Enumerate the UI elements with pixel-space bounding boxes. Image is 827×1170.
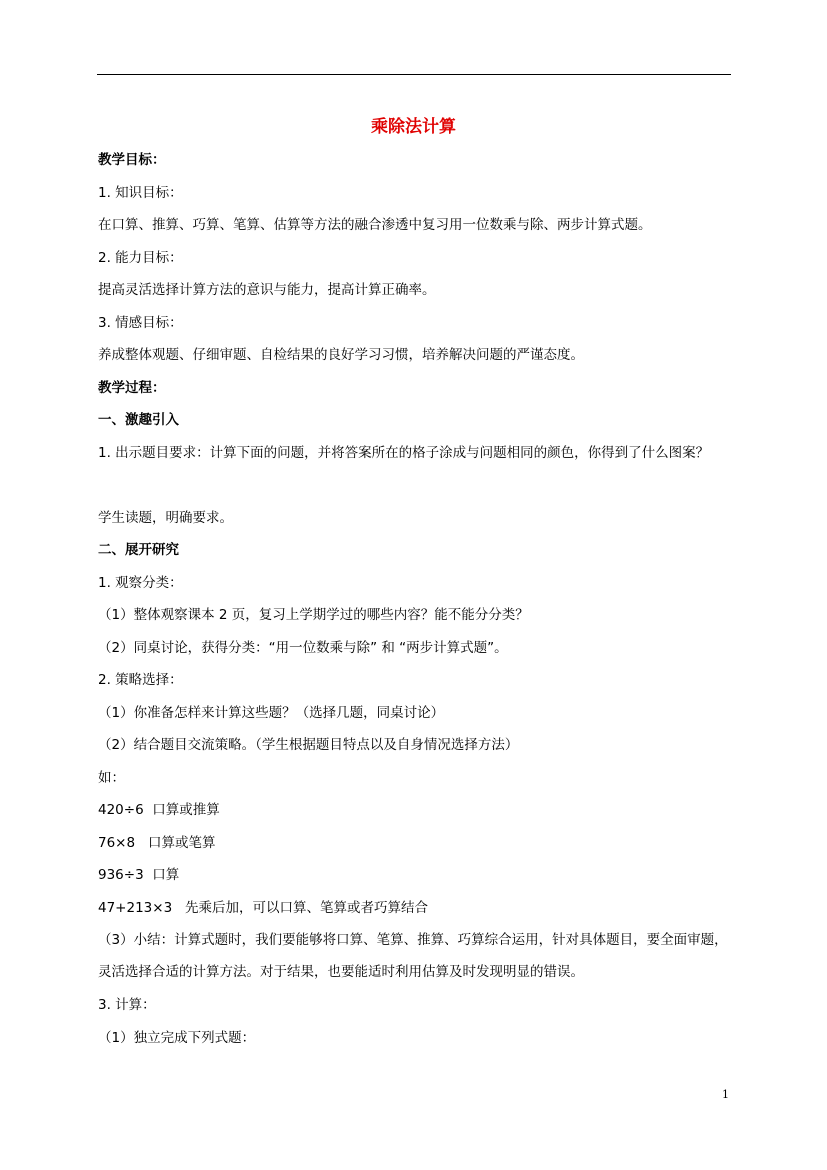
paragraph: 1. 知识目标：	[98, 185, 183, 201]
section-heading: 一、激趣引入	[98, 412, 179, 428]
paragraph: （1）你准备怎样来计算这些题？（选择几题，同桌讨论）	[98, 705, 445, 721]
paragraph: 2. 能力目标：	[98, 250, 183, 266]
heading-teaching-goals: 教学目标：	[98, 152, 166, 168]
paragraph: 3. 情感目标：	[98, 315, 183, 331]
paragraph: （2）结合题目交流策略。（学生根据题目特点以及自身情况选择方法）	[98, 737, 519, 753]
page-title: 乘除法计算	[371, 117, 456, 137]
page-number: 1	[722, 1088, 729, 1101]
paragraph: 如：	[98, 770, 125, 786]
header-rule	[97, 74, 731, 75]
heading-teaching-process: 教学过程：	[98, 380, 166, 396]
paragraph: 提高灵活选择计算方法的意识与能力，提高计算正确率。	[98, 282, 436, 298]
paragraph: 学生读题，明确要求。	[98, 510, 233, 526]
example-line: 76×8 口算或笔算	[98, 835, 216, 851]
paragraph: 1. 观察分类：	[98, 575, 183, 591]
example-line: 47+213×3 先乘后加，可以口算、笔算或者巧算结合	[98, 900, 429, 916]
paragraph: （3）小结：计算式题时，我们要能够将口算、笔算、推算、巧算综合运用，针对具体题目，要全面审题，灵活选择合适的计算方法。对于结果，也要能适时利用估算及时发现明显的错误。	[98, 932, 728, 980]
paragraph: （1）独立完成下列式题：	[98, 1030, 256, 1046]
paragraph: 在口算、推算、巧算、笔算、估算等方法的融合渗透中复习用一位数乘与除、两步计算式题。	[98, 217, 652, 233]
example-line: 420÷6 口算或推算	[98, 802, 220, 818]
paragraph: （2）同桌讨论，获得分类：“用一位数乘与除” 和 “两步计算式题”。	[98, 640, 508, 656]
paragraph: （1）整体观察课本 2 页，复习上学期学过的哪些内容？能不能分分类？	[98, 607, 529, 623]
paragraph: 3. 计算：	[98, 997, 156, 1013]
paragraph: 2. 策略选择：	[98, 672, 183, 688]
paragraph: 养成整体观题、仔细审题、自检结果的良好学习习惯，培养解决问题的严谨态度。	[98, 347, 584, 363]
section-heading: 二、展开研究	[98, 542, 179, 558]
paragraph: 1. 出示题目要求：计算下面的问题，并将答案所在的格子涂成与问题相同的颜色，你得到了什么图案？	[98, 445, 710, 461]
example-line: 936÷3 口算	[98, 867, 180, 883]
